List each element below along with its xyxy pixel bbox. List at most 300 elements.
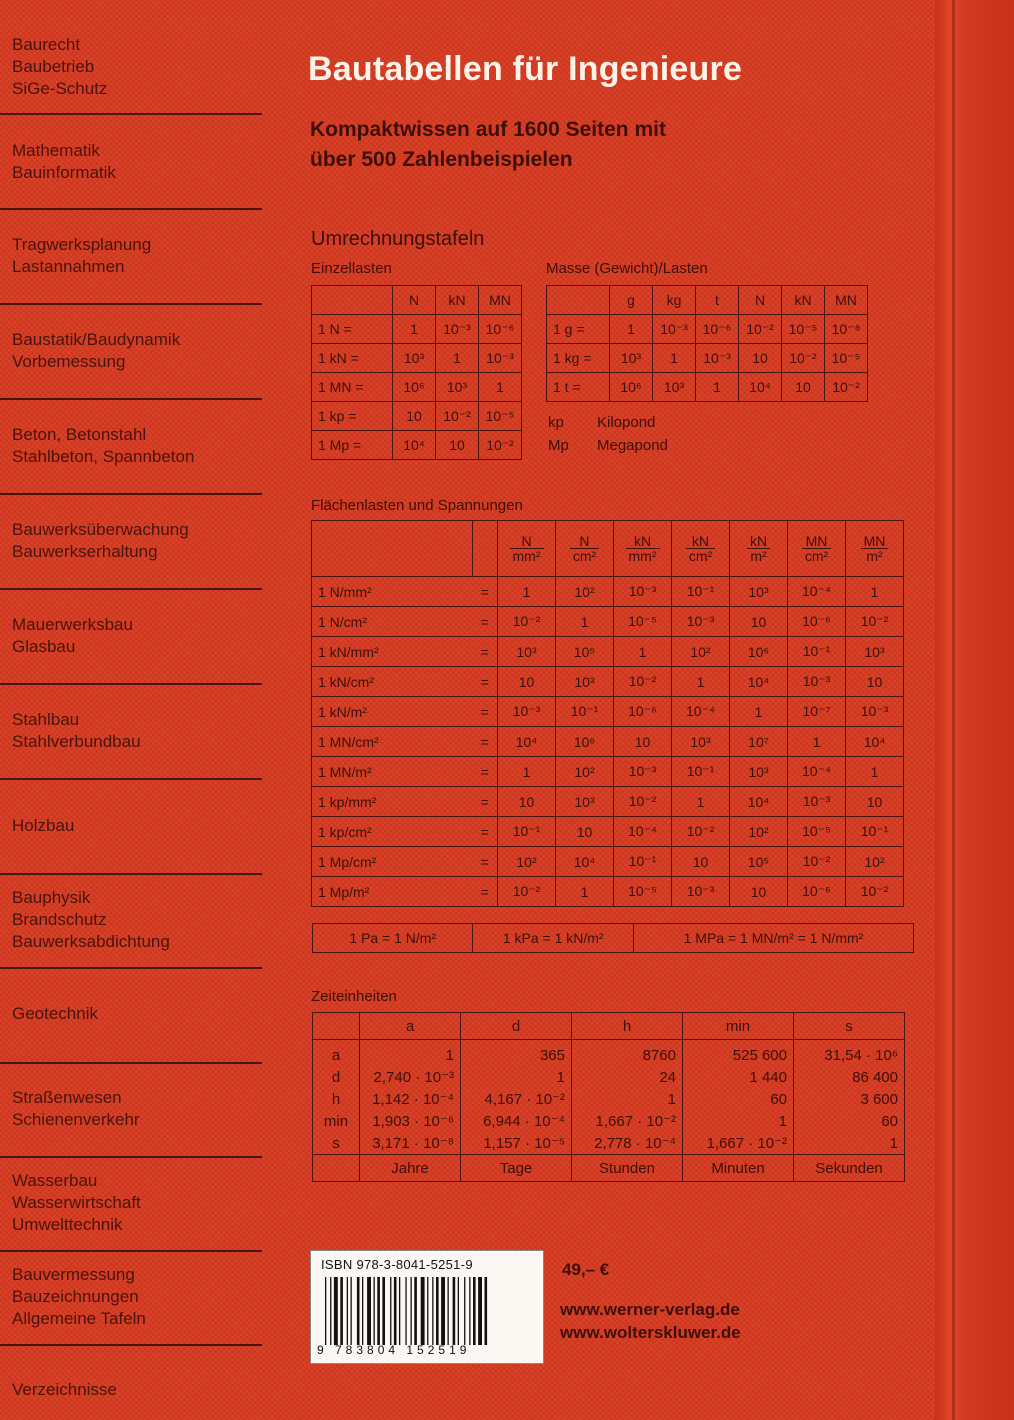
table-cell: 10⁻⁴ xyxy=(788,757,846,787)
table-cell: 1 xyxy=(498,757,556,787)
table-cell: 10⁻³ xyxy=(696,344,739,373)
sidebar-label: Wasserwirtschaft xyxy=(12,1193,141,1212)
barcode-bar xyxy=(414,1277,417,1345)
table-cell: = xyxy=(473,637,498,667)
barcode-bar xyxy=(357,1277,360,1345)
table-cell: 1 xyxy=(556,607,614,637)
sidebar-label: Baurecht xyxy=(12,35,81,54)
table-cell: 1,667 · 10⁻² xyxy=(572,1110,683,1132)
table-row xyxy=(312,431,522,460)
table-cell: = xyxy=(473,667,498,697)
table-cell: 1 xyxy=(788,727,846,757)
table-cell: 10⁻³ xyxy=(846,697,904,727)
table-cell: h xyxy=(313,1088,360,1110)
sidebar-label: Stahlbeton, Spannbeton xyxy=(12,447,195,466)
table-row xyxy=(547,373,868,402)
table-row xyxy=(313,1132,905,1155)
table-cell: 1 kp/cm² xyxy=(312,817,473,847)
sidebar-label: Wasserbau xyxy=(12,1171,98,1190)
table-cell: 10⁶ xyxy=(556,727,614,757)
table-header-cell: t xyxy=(696,286,739,315)
table-header-cell xyxy=(312,521,473,577)
table-cell: 1 kp/mm² xyxy=(312,787,473,817)
table-row xyxy=(312,577,904,607)
table-header-cell: s xyxy=(794,1013,905,1040)
barcode-bar xyxy=(448,1277,449,1345)
table-header-cell xyxy=(547,286,610,315)
table-cell: 10⁻³ xyxy=(788,667,846,697)
table-row xyxy=(312,344,522,373)
table-cell: 10⁻¹ xyxy=(846,817,904,847)
table-cell: 31,54 · 10⁶ xyxy=(794,1040,905,1067)
table-cell: 10 xyxy=(556,817,614,847)
barcode-bar xyxy=(325,1277,326,1345)
table-cell: 1 xyxy=(683,1110,794,1132)
sidebar-label: Bauwerksabdichtung xyxy=(12,932,170,951)
sidebar-label: Baubetrieb xyxy=(12,57,95,76)
unit-numerator: N xyxy=(510,534,544,549)
isbn-label: ISBN 978-3-8041-5251-9 xyxy=(321,1257,473,1272)
table-footer-cell: Tage xyxy=(461,1155,572,1182)
sidebar-label: Verzeichnisse xyxy=(12,1380,117,1399)
table-cell: 60 xyxy=(794,1110,905,1132)
barcode-bar xyxy=(432,1277,433,1345)
table-cell: = xyxy=(473,607,498,637)
table-header-cell: d xyxy=(461,1013,572,1040)
table-cell: = xyxy=(473,877,498,907)
unit-numerator: MN xyxy=(861,534,889,549)
table-cell: 10 xyxy=(498,667,556,697)
table-cell: 10 xyxy=(436,431,479,460)
table-cell: 1 xyxy=(610,315,653,344)
table-cell: 1 N = xyxy=(312,315,393,344)
table-cell: 3 600 xyxy=(794,1088,905,1110)
legend-abbr: Mp xyxy=(548,437,569,454)
table-cell: 4,167 · 10⁻² xyxy=(461,1088,572,1110)
table-cell: 10⁶ xyxy=(393,373,436,402)
table-cell: 10² xyxy=(556,757,614,787)
sidebar-label: SiGe-Schutz xyxy=(12,79,108,98)
sidebar-label: Bauwerkserhaltung xyxy=(12,542,158,561)
table-cell: 10 xyxy=(730,607,788,637)
table-row xyxy=(312,757,904,787)
table-cell: 10⁻² xyxy=(782,344,825,373)
table-cell: d xyxy=(313,1066,360,1088)
table-cell: 10 xyxy=(739,344,782,373)
sidebar-divider xyxy=(0,873,262,875)
table-row xyxy=(312,697,904,727)
table-header-cell: MN xyxy=(479,286,522,315)
table-cell: min xyxy=(313,1110,360,1132)
unit-numerator: N xyxy=(570,534,599,549)
unit-denominator: m² xyxy=(750,547,767,564)
table-cell: 10⁻² xyxy=(498,607,556,637)
table-cell: 10 xyxy=(672,847,730,877)
table-cell: 1 xyxy=(461,1066,572,1088)
table-cell: 1 xyxy=(614,637,672,667)
table-cell: 10⁻⁷ xyxy=(788,697,846,727)
table-cell: 365 xyxy=(461,1040,572,1067)
table-cell: 10⁻¹ xyxy=(556,697,614,727)
table-header-cell: N xyxy=(393,286,436,315)
table-cell: a xyxy=(313,1040,360,1067)
sidebar-divider xyxy=(0,1344,262,1346)
table-cell: 24 xyxy=(572,1066,683,1088)
table-cell: 10⁻⁵ xyxy=(788,817,846,847)
table-cell: 1 xyxy=(794,1132,905,1155)
table-cell: 1,142 · 10⁻⁴ xyxy=(360,1088,461,1110)
table-cell: 10³ xyxy=(730,757,788,787)
barcode-bar xyxy=(464,1277,465,1345)
unit-denominator: m² xyxy=(866,547,883,564)
table-cell: = xyxy=(473,727,498,757)
table-cell: 10⁻³ xyxy=(614,757,672,787)
table-footer-row xyxy=(313,1155,905,1182)
table-cell: 10⁻² xyxy=(825,373,868,402)
legend-abbr: kp xyxy=(548,414,564,431)
table-cell: 1 N/mm² xyxy=(312,577,473,607)
table-cell: 2,740 · 10⁻³ xyxy=(360,1066,461,1088)
table-cell: 1 xyxy=(479,373,522,402)
table-cell: 10⁻⁸ xyxy=(825,315,868,344)
table-footer-cell xyxy=(313,1155,360,1182)
table-header-cell xyxy=(473,521,498,577)
table-cell: 10⁴ xyxy=(393,431,436,460)
table-cell: 10³ xyxy=(436,373,479,402)
table-heading-masse: Masse (Gewicht)/Lasten xyxy=(546,260,708,277)
table-cell: 1 kN/cm² xyxy=(312,667,473,697)
table-cell: 10⁻⁵ xyxy=(825,344,868,373)
barcode-bar xyxy=(399,1277,400,1345)
table-header-cell: kN xyxy=(436,286,479,315)
table-cell: 10⁻⁴ xyxy=(788,577,846,607)
barcode-bar xyxy=(367,1277,371,1345)
table-row xyxy=(547,344,868,373)
sidebar-label: Stahlbau xyxy=(12,710,80,729)
unit-denominator: cm² xyxy=(572,547,597,564)
table-cell: 10³ xyxy=(672,727,730,757)
table-cell: 60 xyxy=(683,1088,794,1110)
publisher-url[interactable]: www.werner-verlag.de xyxy=(560,1300,740,1319)
table-header-cell: kg xyxy=(653,286,696,315)
table-cell: 10⁻³ xyxy=(788,787,846,817)
pascal-equivalence-box xyxy=(312,923,914,953)
table-cell: 1 xyxy=(653,344,696,373)
barcode-bar xyxy=(421,1277,425,1345)
table-cell: 10 xyxy=(614,727,672,757)
table-header-cell: g xyxy=(610,286,653,315)
barcode-bar xyxy=(340,1277,343,1345)
table-cell: 10⁻³ xyxy=(672,877,730,907)
table-cell: 1 xyxy=(672,667,730,697)
table-cell: = xyxy=(473,697,498,727)
table-header-cell xyxy=(672,521,730,577)
table-cell: 10⁷ xyxy=(730,727,788,757)
table-header-cell xyxy=(730,521,788,577)
sidebar-label: Bauphysik xyxy=(12,888,91,907)
table-cell: = xyxy=(473,577,498,607)
sidebar-divider xyxy=(0,588,262,590)
table-cell: 10⁻⁴ xyxy=(672,697,730,727)
unit-denominator: cm² xyxy=(804,547,829,564)
table-cell: 10³ xyxy=(846,637,904,667)
table-header-cell: min xyxy=(683,1013,794,1040)
table-cell: 10 xyxy=(393,402,436,431)
table-cell: 10⁴ xyxy=(498,727,556,757)
table-cell: = xyxy=(473,847,498,877)
table-cell: 10⁻⁵ xyxy=(614,607,672,637)
sidebar-label: Stahlverbundbau xyxy=(12,732,141,751)
unit-denominator: cm² xyxy=(688,547,713,564)
table-cell: = xyxy=(473,787,498,817)
table-cell: 10 xyxy=(846,667,904,697)
table-cell: 525 600 xyxy=(683,1040,794,1067)
table-cell: 10⁻⁵ xyxy=(782,315,825,344)
sidebar-label: Mauerwerksbau xyxy=(12,615,133,634)
table-cell: 10³ xyxy=(730,577,788,607)
barcode-bar xyxy=(394,1277,397,1345)
table-cell: 10³ xyxy=(498,637,556,667)
table-cell: 10⁻² xyxy=(739,315,782,344)
table-cell: 10⁴ xyxy=(730,667,788,697)
sidebar-divider xyxy=(0,398,262,400)
sidebar-label: Vorbemessung xyxy=(12,352,126,371)
barcode-bar xyxy=(382,1277,385,1345)
table-cell: 1 Mp/m² xyxy=(312,877,473,907)
sidebar-label: Umwelttechnik xyxy=(12,1215,123,1234)
unit-numerator: MN xyxy=(802,534,831,549)
table-header-cell: N xyxy=(739,286,782,315)
table-cell: 10⁻³ xyxy=(653,315,696,344)
table-header-cell xyxy=(313,1013,360,1040)
legend-name: Megapond xyxy=(597,437,668,454)
table-cell: 10⁶ xyxy=(610,373,653,402)
sidebar-label: Schienenverkehr xyxy=(12,1110,140,1129)
table-cell: 1 xyxy=(730,697,788,727)
table-cell: 10⁻² xyxy=(846,877,904,907)
table-cell: 10⁻⁴ xyxy=(614,817,672,847)
barcode-bar xyxy=(334,1277,338,1345)
barcode-bar xyxy=(469,1277,470,1345)
table-cell: 2,778 · 10⁻⁴ xyxy=(572,1132,683,1155)
sidebar-divider xyxy=(0,493,262,495)
table-einzellasten xyxy=(311,285,522,460)
table-cell: 10⁻² xyxy=(479,431,522,460)
table-cell: 1 N/cm² xyxy=(312,607,473,637)
table-cell: 1 kp = xyxy=(312,402,393,431)
barcode-bar xyxy=(405,1277,406,1345)
barcode-bar xyxy=(362,1277,363,1345)
table-cell: 10⁻⁶ xyxy=(788,877,846,907)
table-header-cell: kN xyxy=(782,286,825,315)
barcode-bar xyxy=(436,1277,439,1345)
pascal-equivalence: 1 MPa = 1 MN/m² = 1 N/mm² xyxy=(683,930,864,946)
sidebar-label: Lastannahmen xyxy=(12,257,125,276)
table-row xyxy=(312,817,904,847)
table-cell: 10² xyxy=(730,817,788,847)
sidebar-label: Bauinformatik xyxy=(12,163,116,182)
table-cell: 10² xyxy=(846,847,904,877)
barcode-bar xyxy=(390,1277,391,1345)
sidebar-label: Beton, Betonstahl xyxy=(12,425,147,444)
table-cell: s xyxy=(313,1132,360,1155)
table-row xyxy=(312,315,522,344)
table-cell: 10 xyxy=(730,877,788,907)
price: 49,– € xyxy=(562,1260,610,1279)
sidebar-label: Glasbau xyxy=(12,637,76,656)
table-row xyxy=(547,315,868,344)
barcode-bar xyxy=(411,1277,412,1345)
barcode-bar xyxy=(427,1277,428,1345)
table-cell: 1 g = xyxy=(547,315,610,344)
publisher-url[interactable]: www.wolterskluwer.de xyxy=(560,1323,741,1342)
table-header-cell xyxy=(614,521,672,577)
table-heading-flaechen: Flächenlasten und Spannungen xyxy=(311,497,523,514)
table-cell: 10⁵ xyxy=(730,847,788,877)
table-zeiteinheiten xyxy=(312,1012,905,1182)
table-row xyxy=(313,1088,905,1110)
table-cell: 10⁴ xyxy=(730,787,788,817)
table-cell: 10⁻² xyxy=(436,402,479,431)
table-header-cell: MN xyxy=(825,286,868,315)
table-header-cell xyxy=(556,521,614,577)
table-header-cell: h xyxy=(572,1013,683,1040)
table-cell: 1 xyxy=(846,577,904,607)
table-cell: 86 400 xyxy=(794,1066,905,1088)
barcode-number: 9 783804 152519 xyxy=(317,1343,471,1357)
barcode-bar xyxy=(330,1277,331,1345)
sidebar-label: Mathematik xyxy=(12,141,100,160)
table-cell: 10⁶ xyxy=(730,637,788,667)
table-row xyxy=(312,727,904,757)
table-cell: 10⁻³ xyxy=(498,697,556,727)
table-cell: 1 xyxy=(360,1040,461,1067)
table-cell: 10⁻⁶ xyxy=(696,315,739,344)
table-cell: 1,157 · 10⁻⁵ xyxy=(461,1132,572,1155)
table-cell: 1 xyxy=(846,757,904,787)
table-header-cell xyxy=(312,286,393,315)
table-cell: 10⁻¹ xyxy=(788,637,846,667)
table-cell: 10² xyxy=(556,577,614,607)
table-header-cell xyxy=(788,521,846,577)
barcode-bar xyxy=(453,1277,456,1345)
table-cell: 1,903 · 10⁻⁶ xyxy=(360,1110,461,1132)
sidebar-label: Baustatik/Baudynamik xyxy=(12,330,181,349)
isbn-barcode xyxy=(310,1250,544,1364)
sidebar-label: Tragwerksplanung xyxy=(12,235,152,254)
table-footer-cell: Jahre xyxy=(360,1155,461,1182)
table-cell: 10⁻⁵ xyxy=(614,877,672,907)
table-cell: 1 xyxy=(672,787,730,817)
barcode-bar xyxy=(441,1277,445,1345)
table-cell: 10 xyxy=(846,787,904,817)
book-title: Bautabellen für Ingenieure xyxy=(308,50,743,88)
barcode-bar xyxy=(374,1277,375,1345)
table-cell: 1 MN = xyxy=(312,373,393,402)
table-footer-cell: Stunden xyxy=(572,1155,683,1182)
table-cell: 10⁻⁶ xyxy=(614,697,672,727)
book-spine-edge xyxy=(935,0,1014,1420)
sidebar-divider xyxy=(0,967,262,969)
table-heading-zeit: Zeiteinheiten xyxy=(311,988,397,1005)
spine-groove xyxy=(952,0,955,1420)
sidebar-label: Bauvermessung xyxy=(12,1265,135,1284)
legend-name: Kilopond xyxy=(597,414,656,431)
table-row xyxy=(312,667,904,697)
table-cell: 10⁵ xyxy=(556,637,614,667)
table-cell: 10⁻² xyxy=(614,787,672,817)
book-subtitle: Kompaktwissen auf 1600 Seiten mit über 500 Zahlenbeispielen xyxy=(310,118,666,171)
table-cell: 1 xyxy=(696,373,739,402)
table-cell: = xyxy=(473,757,498,787)
sidebar-divider xyxy=(0,683,262,685)
table-cell: 10 xyxy=(498,787,556,817)
chapter-sidebar xyxy=(0,0,262,1420)
unit-numerator: kN xyxy=(747,534,770,549)
table-cell: 1 MN/cm² xyxy=(312,727,473,757)
sidebar-divider xyxy=(0,778,262,780)
table-cell: = xyxy=(473,817,498,847)
table-cell: 10⁴ xyxy=(846,727,904,757)
table-cell: 10² xyxy=(672,637,730,667)
table-header-cell xyxy=(846,521,904,577)
table-cell: 10⁻³ xyxy=(436,315,479,344)
table-cell: 10⁴ xyxy=(739,373,782,402)
table-cell: 10³ xyxy=(393,344,436,373)
table-cell: 10⁻² xyxy=(614,667,672,697)
table-cell: 1 MN/m² xyxy=(312,757,473,787)
sidebar-label: Holzbau xyxy=(12,816,75,835)
section-heading-umrechnung: Umrechnungstafeln xyxy=(311,228,485,250)
table-cell: 10⁻⁶ xyxy=(479,315,522,344)
table-row xyxy=(312,607,904,637)
table-cell: 1 xyxy=(393,315,436,344)
barcode-bar xyxy=(351,1277,352,1345)
unit-denominator: mm² xyxy=(512,547,541,564)
table-row xyxy=(312,373,522,402)
table-cell: 1 kN = xyxy=(312,344,393,373)
table-cell: 1 xyxy=(436,344,479,373)
barcode-bar xyxy=(473,1277,476,1345)
sidebar-divider xyxy=(0,1156,262,1158)
barcode-bar xyxy=(347,1277,348,1345)
table-row xyxy=(313,1110,905,1132)
table-cell: 1 kg = xyxy=(547,344,610,373)
table-cell: 3,171 · 10⁻⁸ xyxy=(360,1132,461,1155)
barcode-bars xyxy=(325,1277,529,1345)
table-row xyxy=(313,1040,905,1067)
table-cell: 10⁻² xyxy=(846,607,904,637)
table-cell: 1 t = xyxy=(547,373,610,402)
sidebar-divider xyxy=(0,1062,262,1064)
table-cell: 10⁻¹ xyxy=(614,847,672,877)
table-row xyxy=(312,637,904,667)
table-flaechenlasten xyxy=(311,520,904,907)
pascal-equivalence: 1 Pa = 1 N/m² xyxy=(313,924,473,952)
sidebar-label: Brandschutz xyxy=(12,910,107,929)
unit-numerator: kN xyxy=(626,534,660,549)
table-cell: 6,944 · 10⁻⁴ xyxy=(461,1110,572,1132)
table-cell: 10³ xyxy=(653,373,696,402)
table-footer-cell: Minuten xyxy=(683,1155,794,1182)
table-cell: 10⁻³ xyxy=(614,577,672,607)
sidebar-label: Straßenwesen xyxy=(12,1088,122,1107)
table-cell: 10³ xyxy=(556,787,614,817)
unit-numerator: kN xyxy=(686,534,715,549)
table-cell: 10⁻⁵ xyxy=(479,402,522,431)
table-cell: 1 xyxy=(498,577,556,607)
table-cell: 10² xyxy=(498,847,556,877)
